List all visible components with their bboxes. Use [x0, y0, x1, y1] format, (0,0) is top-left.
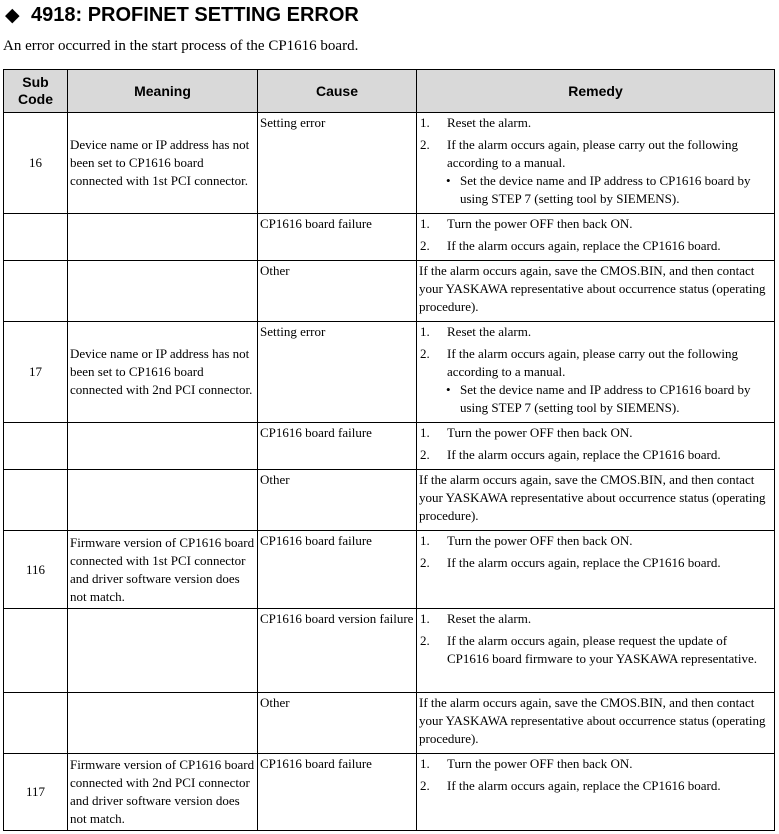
- step-text: Turn the power OFF then back ON.: [447, 425, 633, 440]
- remedy-cell: [417, 693, 775, 754]
- step-number: 1.: [420, 611, 430, 626]
- sub-code-cell: [4, 261, 68, 322]
- remedy-step: [419, 237, 772, 255]
- meaning-cell: [68, 261, 258, 322]
- meaning-cell: [68, 609, 258, 693]
- step-number: 1.: [420, 216, 430, 231]
- header-meaning: Meaning: [68, 70, 258, 113]
- step-number: 1.: [420, 425, 430, 440]
- remedy-cell: [417, 113, 775, 214]
- remedy-text: If the alarm occurs again, save the CMOS.BIN, and then contact your YASKAWA representative about occurrence status (operating procedure).: [419, 695, 766, 746]
- step-number: 2.: [420, 137, 430, 152]
- remedy-step: [419, 554, 772, 572]
- step-number: 1.: [420, 324, 430, 339]
- error-table: [3, 69, 775, 831]
- step-text: Reset the alarm.: [447, 324, 532, 339]
- step-number: 1.: [420, 756, 430, 771]
- table-row: [4, 214, 775, 261]
- table-row: [4, 609, 775, 693]
- remedy-step: [419, 323, 772, 341]
- step-number: 2.: [420, 346, 430, 361]
- step-number: 2.: [420, 238, 430, 253]
- meaning-cell: Firmware version of CP1616 board connected with 2nd PCI connector and driver software version does not match.: [68, 754, 258, 831]
- remedy-step: [419, 114, 772, 132]
- cause-cell: CP1616 board failure: [258, 754, 417, 831]
- step-text: If the alarm occurs again, replace the CP1616 board.: [447, 778, 721, 793]
- step-number: 2.: [420, 555, 430, 570]
- sub-code-cell: [4, 693, 68, 754]
- meaning-cell: [68, 214, 258, 261]
- header-remedy: Remedy: [417, 70, 775, 113]
- header-cause: Cause: [258, 70, 417, 113]
- remedy-step: [419, 215, 772, 233]
- sub-code-cell: [4, 470, 68, 531]
- cause-cell: Other: [258, 261, 417, 322]
- remedy-bullet: [419, 172, 772, 208]
- diamond-icon: ◆: [5, 4, 20, 26]
- remedy-step: [419, 532, 772, 550]
- bullet-dot-icon: •: [446, 382, 451, 397]
- step-number: 1.: [420, 533, 430, 548]
- cause-cell: Other: [258, 470, 417, 531]
- step-number: 2.: [420, 447, 430, 462]
- sub-code-cell: [4, 609, 68, 693]
- step-text: Turn the power OFF then back ON.: [447, 756, 633, 771]
- bullet-text: Set the device name and IP address to CP1616 board by using STEP 7 (setting tool by SIEMENS).: [460, 382, 751, 415]
- remedy-cell: [417, 322, 775, 423]
- step-number: 1.: [420, 115, 430, 130]
- remedy-cell: [417, 423, 775, 470]
- page-title: 4918: PROFINET SETTING ERROR: [31, 4, 359, 26]
- remedy-step: [419, 446, 772, 464]
- sub-code-cell: 17: [4, 322, 68, 423]
- meaning-cell: Firmware version of CP1616 board connected with 1st PCI connector and driver software version does not match.: [68, 531, 258, 609]
- remedy-step: [419, 755, 772, 773]
- remedy-text: If the alarm occurs again, save the CMOS.BIN, and then contact your YASKAWA representative about occurrence status (operating procedure).: [419, 472, 766, 523]
- remedy-cell: [417, 531, 775, 609]
- remedy-bullet: [419, 381, 772, 417]
- cause-cell: Setting error: [258, 322, 417, 423]
- step-text: If the alarm occurs again, please carry out the following according to a manual.: [447, 346, 738, 379]
- remedy-step: [419, 610, 772, 628]
- step-text: Reset the alarm.: [447, 611, 532, 626]
- remedy-step: [419, 424, 772, 442]
- remedy-cell: [417, 261, 775, 322]
- step-text: If the alarm occurs again, replace the CP1616 board.: [447, 447, 721, 462]
- remedy-cell: [417, 470, 775, 531]
- table-body: [4, 113, 775, 831]
- table-row: [4, 113, 775, 214]
- step-text: Turn the power OFF then back ON.: [447, 533, 633, 548]
- meaning-cell: Device name or IP address has not been set to CP1616 board connected with 1st PCI connector.: [68, 113, 258, 214]
- remedy-step: [419, 136, 772, 172]
- section-heading: [0, 0, 779, 34]
- bullet-dot-icon: •: [446, 173, 451, 188]
- table-row: [4, 470, 775, 531]
- remedy-cell: [417, 754, 775, 831]
- table-row: [4, 423, 775, 470]
- meaning-cell: [68, 423, 258, 470]
- sub-code-cell: [4, 214, 68, 261]
- meaning-cell: [68, 470, 258, 531]
- cause-cell: CP1616 board failure: [258, 423, 417, 470]
- table-row: [4, 531, 775, 609]
- step-text: If the alarm occurs again, please carry out the following according to a manual.: [447, 137, 738, 170]
- cause-cell: Setting error: [258, 113, 417, 214]
- sub-code-cell: 116: [4, 531, 68, 609]
- intro-text: An error occurred in the start process of the CP1616 board.: [3, 38, 359, 54]
- header-sub-code: Sub Code: [4, 70, 68, 113]
- table-row: [4, 754, 775, 831]
- step-text: Reset the alarm.: [447, 115, 532, 130]
- step-text: If the alarm occurs again, replace the CP1616 board.: [447, 555, 721, 570]
- step-text: Turn the power OFF then back ON.: [447, 216, 633, 231]
- table-row: [4, 322, 775, 423]
- meaning-cell: Device name or IP address has not been set to CP1616 board connected with 2nd PCI connector.: [68, 322, 258, 423]
- table-row: [4, 693, 775, 754]
- meaning-cell: [68, 693, 258, 754]
- cause-cell: Other: [258, 693, 417, 754]
- cause-cell: CP1616 board failure: [258, 531, 417, 609]
- step-number: 2.: [420, 778, 430, 793]
- bullet-text: Set the device name and IP address to CP1616 board by using STEP 7 (setting tool by SIEMENS).: [460, 173, 751, 206]
- remedy-cell: [417, 609, 775, 693]
- remedy-step: [419, 777, 772, 795]
- cause-cell: CP1616 board failure: [258, 214, 417, 261]
- step-text: If the alarm occurs again, please request the update of CP1616 board firmware to your YASKAWA representative.: [447, 633, 758, 666]
- sub-code-cell: 117: [4, 754, 68, 831]
- step-number: 2.: [420, 633, 430, 648]
- remedy-text: If the alarm occurs again, save the CMOS.BIN, and then contact your YASKAWA representative about occurrence status (operating procedure).: [419, 263, 766, 314]
- sub-code-cell: [4, 423, 68, 470]
- step-text: If the alarm occurs again, replace the CP1616 board.: [447, 238, 721, 253]
- remedy-step: [419, 632, 772, 668]
- remedy-cell: [417, 214, 775, 261]
- table-row: [4, 261, 775, 322]
- cause-cell: CP1616 board version failure: [258, 609, 417, 693]
- remedy-step: [419, 345, 772, 381]
- sub-code-cell: 16: [4, 113, 68, 214]
